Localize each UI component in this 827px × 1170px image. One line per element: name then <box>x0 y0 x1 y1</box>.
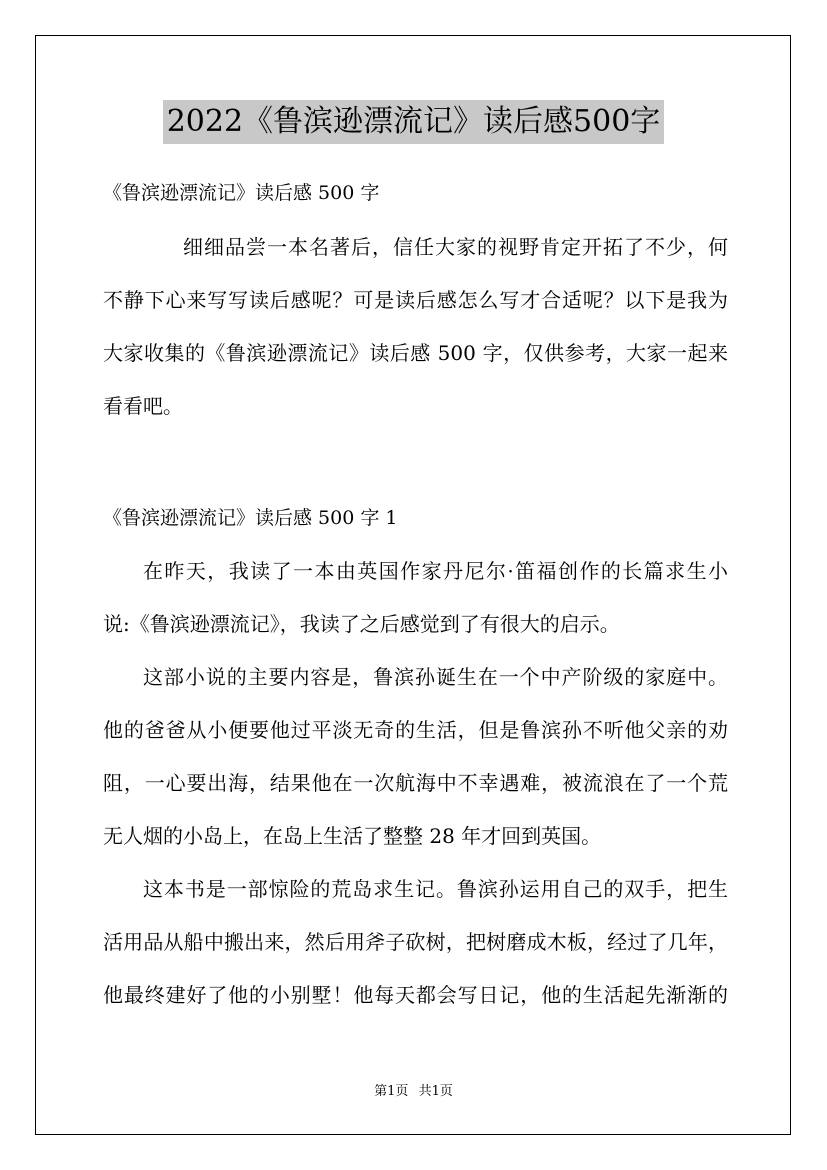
page-footer <box>0 1082 827 1102</box>
intro-line: 看看吧。 <box>103 394 183 418</box>
intro-line: 不静下心来写写读后感呢？可是读后感怎么写才合适呢？以下是我为 <box>103 288 728 312</box>
body-line: 在昨天，我读了一本由英国作家丹尼尔·笛福创作的长篇求生小 <box>143 559 728 583</box>
page-total: 共1页 <box>418 1084 453 1099</box>
body-line: 这本书是一部惊险的荒岛求生记。鲁滨孙运用自己的双手，把生 <box>143 877 728 901</box>
body-line: 这部小说的主要内容是，鲁滨孙诞生在一个中产阶级的家庭中。 <box>143 665 728 689</box>
intro-line: 细细品尝一本名著后，信任大家的视野肯定开拓了不少，何 <box>183 235 728 259</box>
page-number: 第1页 <box>374 1084 409 1099</box>
body-line: 活用品从船中搬出来，然后用斧子砍树，把树磨成木板，经过了几年， <box>103 930 728 954</box>
body-line: 他最终建好了他的小别墅！他每天都会写日记，他的生活起先渐渐的 <box>103 983 728 1007</box>
intro-line: 大家收集的《鲁滨逊漂流记》读后感 500 字，仅供参考，大家一起来 <box>103 341 728 365</box>
body-line: 无人烟的小岛上，在岛上生活了整整 28 年才回到英国。 <box>103 824 602 848</box>
body-line: 说:《鲁滨逊漂流记》，我读了之后感觉到了有很大的启示。 <box>103 612 620 636</box>
body-line: 阻，一心要出海，结果他在一次航海中不幸遇难，被流浪在了一个荒 <box>103 771 728 795</box>
document-title: 2022《鲁滨逊漂流记》读后感500字 <box>163 100 665 144</box>
body-line: 他的爸爸从小便要他过平淡无奇的生活，但是鲁滨孙不听他父亲的劝 <box>103 718 728 742</box>
section-heading: 《鲁滨逊漂流记》读后感 500 字 1 <box>103 507 398 529</box>
document-subtitle: 《鲁滨逊漂流记》读后感 500 字 <box>103 182 380 204</box>
title-container <box>0 100 827 144</box>
